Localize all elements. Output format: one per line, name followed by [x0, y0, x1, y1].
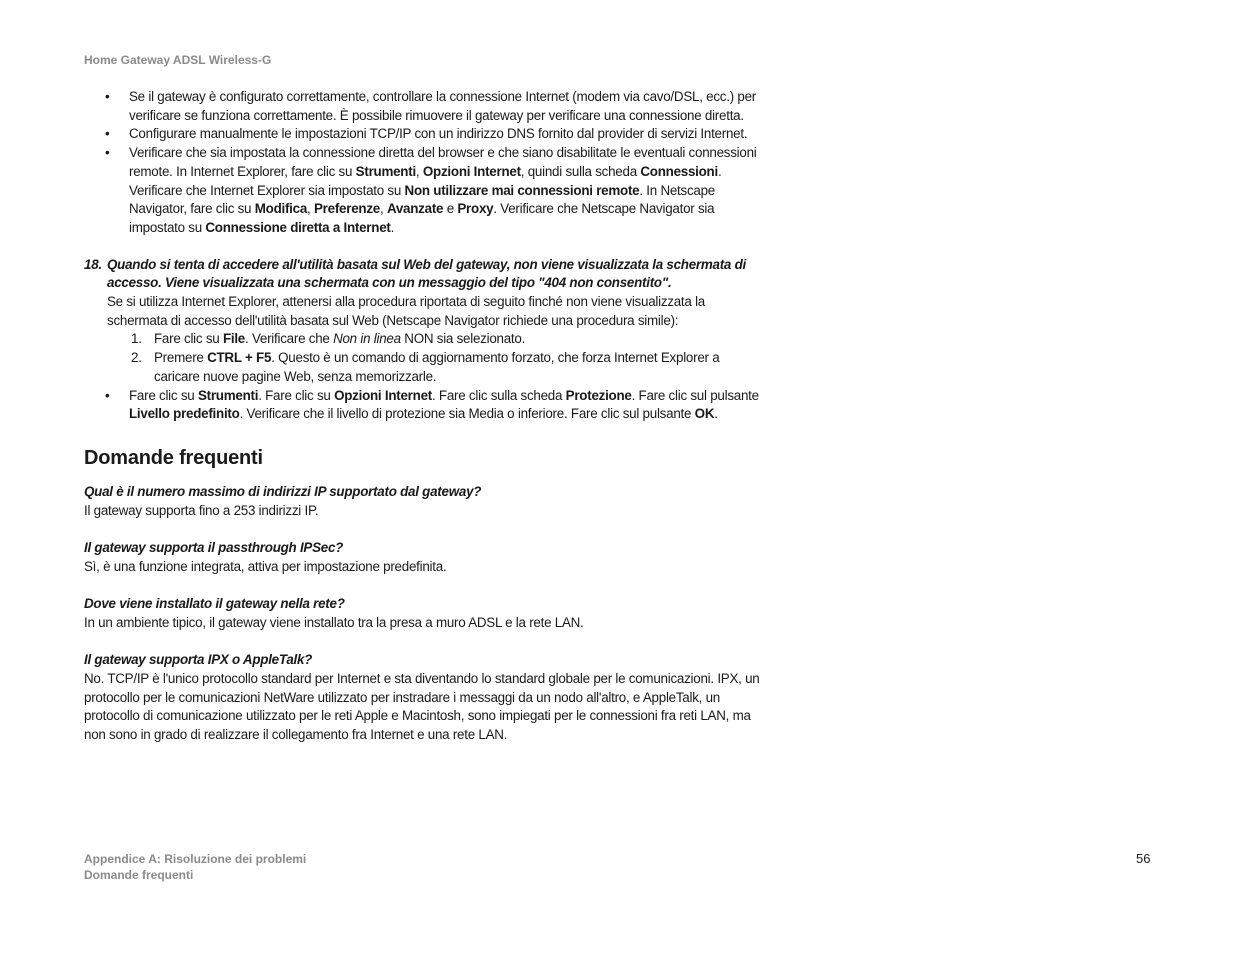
faq-question: Il gateway supporta IPX o AppleTalk?: [84, 652, 313, 668]
bullet-item: [84, 88, 764, 125]
faq-question: Qual è il numero massimo di indirizzi IP supportato dal gateway?: [84, 483, 482, 499]
footer-chapter: Appendice A: Risoluzione dei problemi: [84, 852, 307, 866]
item-bullet-list: [107, 387, 764, 424]
faq-answer: Sì, è una funzione integrata, attiva per impostazione predefinita.: [84, 558, 447, 574]
faq-question: Il gateway supporta il passthrough IPSec?: [84, 540, 344, 556]
steps-list: [107, 330, 764, 386]
faq-item: [84, 539, 764, 576]
bold-text: Livello predefinito: [129, 406, 240, 422]
text-run: NON sia selezionato.: [400, 331, 526, 347]
bold-text: Modifica: [254, 201, 308, 217]
text-run: . Fare clic sul pulsante: [631, 387, 759, 403]
text-run: Fare clic su: [154, 331, 223, 347]
step-number: 1.: [131, 331, 142, 347]
faq-item: [84, 595, 764, 632]
faq-item: [84, 483, 764, 520]
bold-text: CTRL + F5: [207, 350, 272, 366]
bold-text: Strumenti: [197, 387, 259, 403]
text-run: .: [714, 406, 718, 422]
document-body: [84, 88, 764, 763]
bold-text: OK: [694, 406, 715, 422]
text-run: . Verificare che Netscape Navigator sia impostato su: [129, 201, 715, 235]
faq-answer: In un ambiente tipico, il gateway viene installato tra la presa a muro ADSL e la rete LAN.: [84, 614, 584, 630]
running-header: Home Gateway ADSL Wireless-G: [84, 53, 272, 67]
text-run: , quindi sulla scheda: [520, 163, 641, 179]
text-run: Configurare manualmente le impostazioni TCP/IP con un indirizzo DNS fornito dal provider di servizi Internet.: [129, 126, 748, 142]
text-run: ,: [379, 201, 387, 217]
troubleshooting-bullet-list: [84, 88, 764, 238]
bold-text: Non utilizzare mai connessioni remote: [404, 182, 640, 198]
bold-text: File: [222, 331, 246, 347]
text-run: ,: [415, 163, 423, 179]
text-run: . In Netscape Navigator, fare clic su: [129, 182, 716, 217]
italic-text: Non in linea: [333, 331, 401, 347]
text-run: . Verificare che: [245, 331, 334, 347]
bullet-item: [84, 144, 764, 238]
bold-text: Avanzate: [386, 201, 444, 217]
bold-text: Opzioni Internet: [422, 163, 521, 179]
text-run: . Verificare che il livello di protezione sia Media o inferiore. Fare clic sul pulsante: [239, 406, 695, 422]
bullet-item: [84, 125, 764, 144]
faq-answer: Il gateway supporta fino a 253 indirizzi IP.: [84, 502, 319, 518]
text-run: .: [390, 219, 395, 235]
step-item: [107, 330, 764, 349]
section-heading: Domande frequenti: [84, 446, 263, 469]
text-run: Premere: [154, 350, 208, 366]
item-question: Quando si tenta di accedere all'utilità basata sul Web del gateway, non viene visualizzata la schermata di accesso. Viene visualizzata una schermata con un messaggio del tipo "404 non consentito".: [107, 256, 746, 291]
text-run: . Fare clic su: [258, 387, 335, 403]
bullet-item: [107, 387, 764, 424]
text-run: . Fare clic sulla scheda: [431, 387, 566, 403]
faq-item: [84, 651, 764, 745]
text-run: e: [443, 201, 458, 217]
faq-list: [84, 483, 764, 745]
bold-text: Connessioni: [640, 163, 718, 179]
bold-text: Opzioni Internet: [334, 387, 432, 403]
bold-text: Proxy: [457, 201, 494, 217]
bold-text: Strumenti: [355, 163, 416, 179]
item-number: 18.: [84, 256, 102, 272]
step-item: [107, 349, 764, 386]
text-run: . Verificare che Internet Explorer sia impostato su: [129, 163, 722, 198]
footer-breadcrumb: [84, 851, 306, 883]
footer-section: Domande frequenti: [84, 868, 194, 882]
item-body: Se si utilizza Internet Explorer, attenersi alla procedura riportata di seguito finché non viene visualizzata la schermata di accesso dell'utilità basata sul Web (Netscape Navigator richiede una procedura simile):: [107, 294, 705, 328]
text-run: . Questo è un comando di aggiornamento forzato, che forza Internet Explorer a caricare nuove pagine Web, senza memorizzarle.: [154, 350, 720, 384]
troubleshooting-item-18: [84, 256, 764, 424]
text-run: ,: [307, 201, 314, 217]
text-run: Se il gateway è configurato correttamente, controllare la connessione Internet (modem via cavo/DSL, ecc.) per verificare se funziona correttamente. È possibile rimuovere il gateway per verificare una connessione diretta.: [129, 89, 756, 123]
faq-answer: No. TCP/IP è l'unico protocollo standard per Internet e sta diventando lo standard globale per le comunicazioni. IPX, un protocollo per le comunicazioni NetWare utilizzato per instradare i messaggi da un nodo all'altro, e AppleTalk, un protocollo di comunicazione utilizzato per le reti Apple e Macintosh, sono impiegati per le connessioni fra reti LAN, ma non sono in grado di realizzare il collegamento fra Internet e una rete LAN.: [84, 670, 760, 743]
step-number: 2.: [131, 350, 142, 366]
bold-text: Protezione: [565, 387, 632, 403]
page-number: 56: [1136, 851, 1151, 866]
text-run: Fare clic su: [129, 387, 198, 403]
faq-question: Dove viene installato il gateway nella rete?: [84, 596, 345, 612]
text-run: Verificare che sia impostata la connessione diretta del browser e che siano disabilitate le eventuali connessioni remote. In Internet Explorer, fare clic su: [129, 145, 757, 179]
bold-text: Preferenze: [314, 201, 380, 217]
bold-text: Connessione diretta a Internet: [205, 219, 391, 235]
